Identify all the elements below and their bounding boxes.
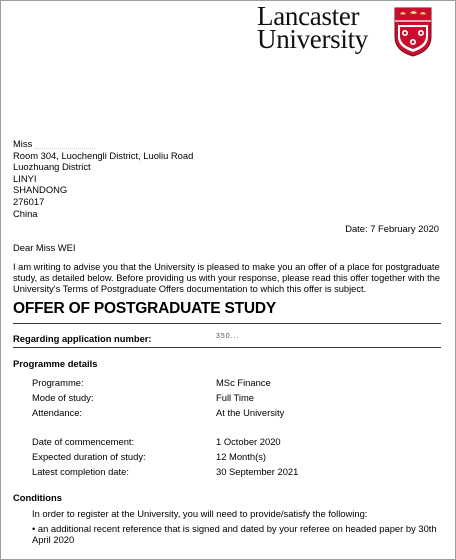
address-line: Room 304, Luochengli District, Luoliu Road	[13, 149, 194, 161]
row-value: 12 Month(s)	[216, 451, 267, 462]
university-logo	[257, 1, 435, 63]
row-label: Mode of study:	[32, 392, 94, 403]
conditions-heading: Conditions	[13, 492, 62, 503]
page-title: OFFER OF POSTGRADUATE STUDY	[13, 300, 276, 317]
recipient-address	[13, 138, 193, 219]
letter-date: Date: 7 February 2020	[345, 223, 439, 234]
address-line: Luozhuang District	[13, 161, 91, 173]
row-value: At the University	[216, 407, 285, 418]
row-value: 30 September 2021	[216, 466, 299, 477]
recipient-name: Miss	[13, 138, 33, 149]
intro-paragraph: I am writing to advise you that the University is pleased to make you an offer of a place for postgraduate study, as detailed below. Before providing us with your response, please read this offer together with the University's Terms of Postgraduate Offers documentation to which this offer is subject.	[13, 262, 441, 295]
application-number-value: 350...	[216, 333, 240, 340]
row-value: Full Time	[216, 392, 255, 403]
address-line: LINYI	[13, 172, 37, 184]
row-label: Expected duration of study:	[32, 451, 146, 462]
condition-item-text: an additional recent reference that is signed and dated by your referee on headed paper by 30th April 2020	[32, 523, 437, 546]
conditions-intro: In order to register at the University, you will need to provide/satisfy the following:	[32, 508, 368, 519]
address-line: SHANDONG	[13, 184, 68, 196]
row-value: MSc Finance	[216, 377, 271, 388]
title-divider	[13, 323, 441, 324]
salutation: Dear Miss WEI	[13, 242, 76, 253]
row-label: Programme:	[32, 377, 84, 388]
logo-wordmark	[257, 1, 368, 54]
address-line: China	[13, 207, 38, 219]
address-line: 276017	[13, 195, 45, 207]
condition-item: • an additional recent reference that is signed and dated by your referee on headed paper by 30th April 2020	[32, 523, 437, 546]
crest-icon	[394, 7, 432, 57]
row-label: Attendance:	[32, 407, 83, 418]
row-label: Date of commencement:	[32, 436, 135, 447]
application-number-label: Regarding application number:	[13, 333, 152, 344]
row-label: Latest completion date:	[32, 466, 129, 477]
logo-line1: Lancaster	[257, 1, 360, 31]
row-value: 1 October 2020	[216, 436, 281, 447]
programme-heading: Programme details	[13, 358, 98, 369]
logo-line2: University	[257, 24, 368, 54]
redacted-name	[35, 140, 95, 149]
application-divider	[13, 347, 441, 348]
